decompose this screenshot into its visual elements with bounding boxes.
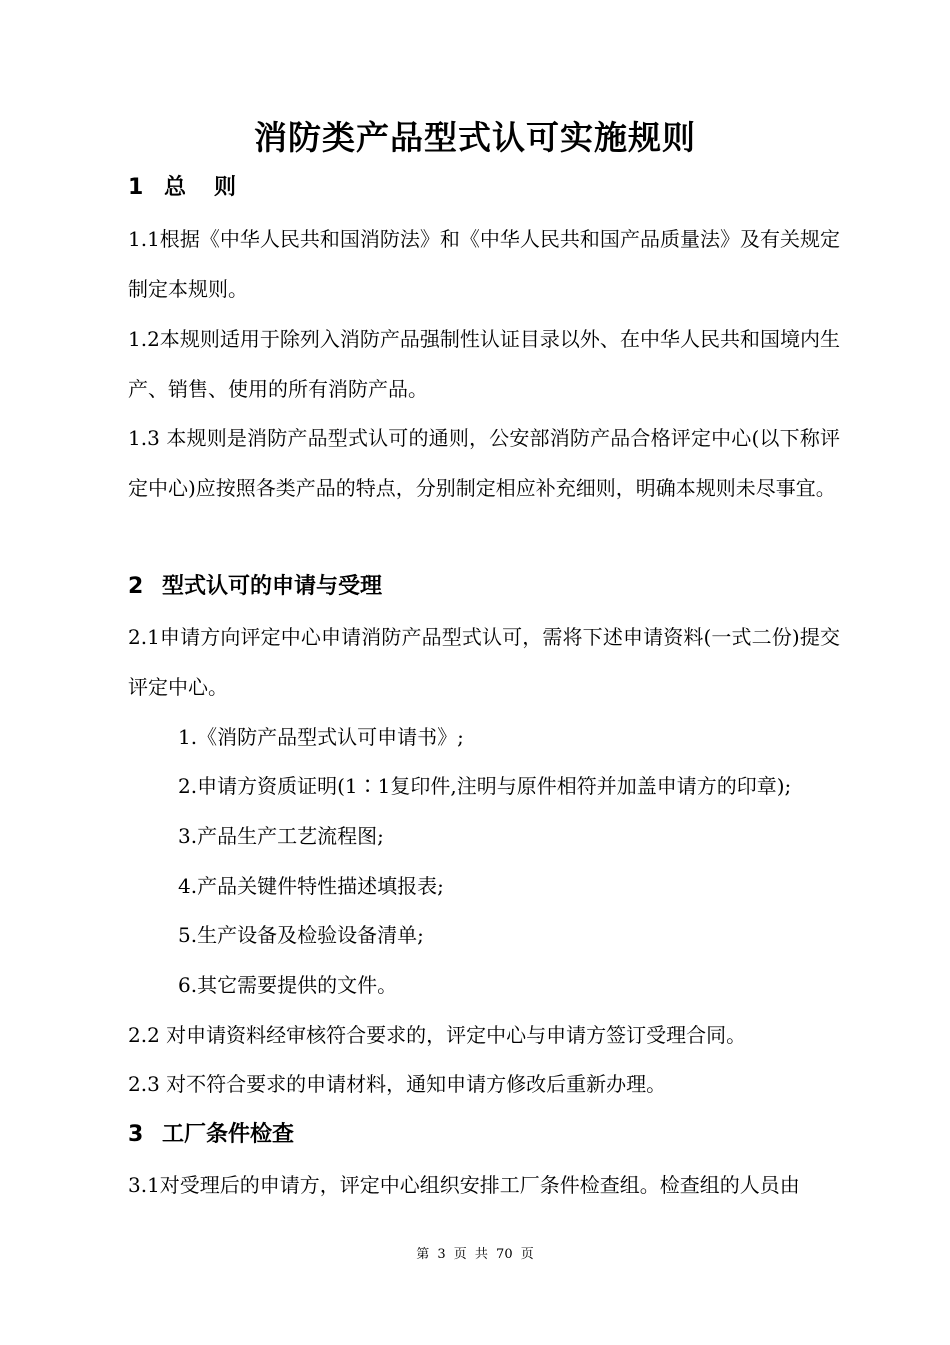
list-item: 2.申请方资质证明(1∶1复印件,注明与原件相符并加盖申请方的印章); [178,774,792,798]
paragraph-2-2: 2.2 对申请资料经审核符合要求的，评定中心与申请方签订受理合同。 [128,1023,747,1047]
section-title: 总则 [164,175,265,200]
paragraph-1-3: 1.3 本规则是消防产品型式认可的通则，公安部消防产品合格评定中心(以下称评定中心)应按照各类产品的特点，分别制定相应补充细则，明确本规则未尽事宜。 [128,426,840,500]
paragraph-2-1: 2.1申请方向评定中心申请消防产品型式认可，需将下述申请资料(一式二份)提交评定中心。 [128,625,840,699]
section-number: 3 [128,1122,144,1147]
section-1-heading [128,172,264,204]
list-item: 6.其它需要提供的文件。 [178,973,398,997]
paragraph-2-3: 2.3 对不符合要求的申请材料，通知申请方修改后重新办理。 [128,1072,667,1096]
section-title: 型式认可的申请与受理 [162,574,383,599]
page-footer: 第 3 页 共 70 页 [416,1247,534,1262]
section-3-heading [128,1119,294,1151]
paragraph-1-1: 1.1根据《中华人民共和国消防法》和《中华人民共和国产品质量法》及有关规定制定本规则。 [128,227,840,301]
list-item: 4.产品关键件特性描述填报表; [178,874,444,898]
list-item: 1.《消防产品型式认可申请书》; [178,725,464,749]
section-2-heading [128,571,382,603]
paragraph-3-1: 3.1对受理后的申请方，评定中心组织安排工厂条件检查组。检查组的人员由 [128,1173,800,1197]
section-number: 2 [128,574,144,599]
list-item: 3.产品生产工艺流程图; [178,824,384,848]
section-title: 工厂条件检查 [162,1122,295,1147]
paragraph-1-2: 1.2本规则适用于除列入消防产品强制性认证目录以外、在中华人民共和国境内生产、销售、使用的所有消防产品。 [128,327,840,401]
section-number: 1 [128,175,144,200]
document-title: 消防类产品型式认可实施规则 [254,118,696,157]
list-item: 5.生产设备及检验设备清单; [178,923,424,947]
